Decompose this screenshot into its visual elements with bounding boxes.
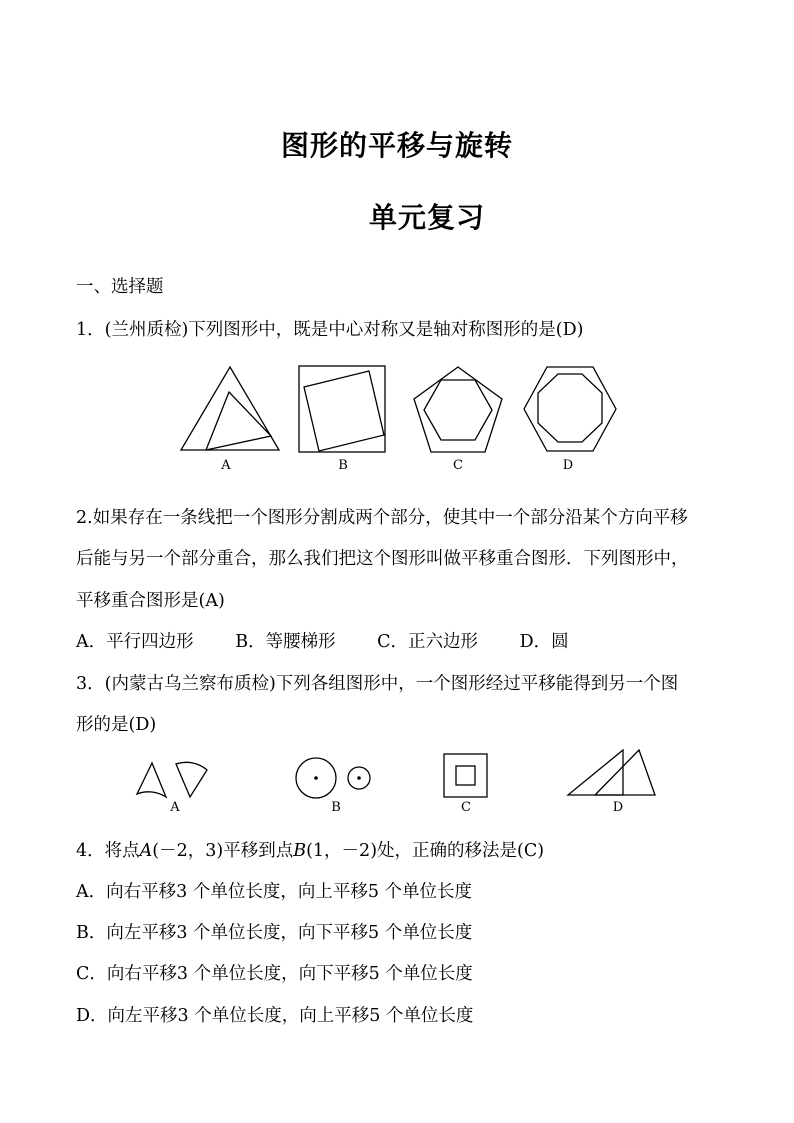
question-1-text: 1．(兰州质检)下列图形中，既是中心对称又是轴对称图形的是(D) xyxy=(76,320,584,340)
q3-label-c: C xyxy=(461,800,471,815)
q1-figure-a xyxy=(178,366,280,452)
q2-option-c: C．正六边形 xyxy=(377,632,479,652)
q1-label-b: B xyxy=(338,458,348,473)
q4-point-a: A xyxy=(139,841,153,861)
q3-figure-c xyxy=(443,753,489,799)
q1-figure-d xyxy=(522,366,618,452)
q3-label-a: A xyxy=(170,800,180,815)
question-4-text xyxy=(76,837,544,862)
question-3-line-1: 3．(内蒙古乌兰察布质检)下列各组图形中，一个图形经过平移能得到另一个图 xyxy=(76,674,679,694)
q4-option-d: D．向左平移3 个单位长度，向上平移5 个单位长度 xyxy=(76,1006,474,1026)
page-subtitle: 单元复习 xyxy=(368,201,485,234)
q1-label-d: D xyxy=(562,458,574,473)
section-heading: 一、选择题 xyxy=(76,277,164,297)
question-2-options xyxy=(76,628,605,653)
q1-label-a: A xyxy=(221,458,231,473)
q4-stem-b: (－2，3)平移到点 xyxy=(152,841,294,861)
question-2-line-3: 平移重合图形是(A) xyxy=(76,591,225,611)
q1-figure-b xyxy=(298,365,388,455)
q4-point-b: B xyxy=(293,841,307,861)
question-2-line-2: 后能与另一个部分重合，那么我们把这个图形叫做平移重合图形．下列图形中， xyxy=(76,549,689,569)
q3-figure-b xyxy=(294,756,374,800)
question-3-line-2: 形的是(D) xyxy=(76,715,157,735)
q2-option-a: A．平行四边形 xyxy=(76,632,194,652)
q3-label-b: B xyxy=(331,800,341,815)
q4-stem-a: 4．将点 xyxy=(76,841,140,861)
q1-figure-c xyxy=(412,366,504,454)
page-title: 图形的平移与旋转 xyxy=(280,129,513,162)
q3-figure-d xyxy=(566,748,658,798)
q3-label-d: D xyxy=(612,800,624,815)
q4-stem-c: (1，－2)处，正确的移法是(C) xyxy=(306,841,545,861)
q3-figure-a xyxy=(134,760,210,800)
q4-option-b: B．向左平移3 个单位长度，向下平移5 个单位长度 xyxy=(76,923,473,943)
q4-option-c: C．向右平移3 个单位长度，向下平移5 个单位长度 xyxy=(76,964,473,984)
q4-option-a: A．向右平移3 个单位长度，向上平移5 个单位长度 xyxy=(76,882,473,902)
q1-label-c: C xyxy=(453,458,463,473)
question-2-line-1: 2.如果存在一条线把一个图形分割成两个部分，使其中一个部分沿某个方向平移 xyxy=(76,508,688,528)
q2-option-d: D．圆 xyxy=(519,632,569,652)
q2-option-b: B．等腰梯形 xyxy=(235,632,336,652)
